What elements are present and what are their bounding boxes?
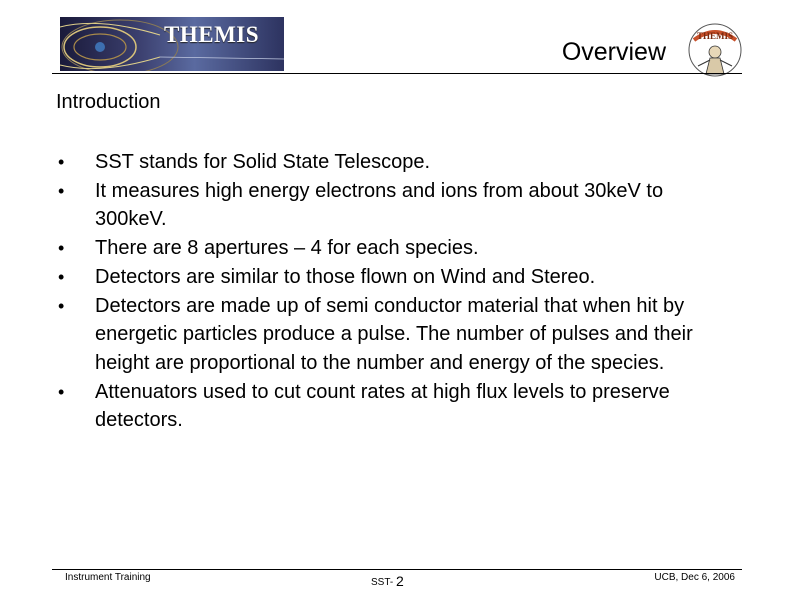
- bullet-item: • It measures high energy electrons and ions from about 30keV to 300keV.: [56, 177, 706, 234]
- section-heading: Introduction: [56, 91, 161, 113]
- bullet-icon: •: [58, 180, 65, 201]
- bullet-item: • There are 8 apertures – 4 for each species.: [56, 234, 706, 263]
- bullet-item: • Detectors are similar to those flown on Wind and Stereo.: [56, 263, 706, 292]
- bullet-icon: •: [58, 152, 65, 172]
- bullet-icon: •: [58, 381, 65, 402]
- banner-title: THEMIS: [164, 22, 260, 47]
- bullet-icon: •: [58, 266, 65, 287]
- bullet-item: • Detectors are made up of semi conductor material that when hit by energetic particles produce a pulse. The number of pulses and their height are proportional to the number and energy of the species.: [56, 292, 706, 378]
- page-number: 2: [396, 573, 404, 589]
- svg-text:THEMIS: THEMIS: [696, 31, 734, 41]
- bullet-list: [56, 148, 706, 435]
- bullet-item: • Attenuators used to cut count rates at high flux levels to preserve detectors.: [56, 378, 706, 435]
- footer-date: UCB, Dec 6, 2006: [654, 572, 735, 583]
- footer-left-text: Instrument Training: [65, 572, 151, 583]
- bullet-icon: •: [58, 295, 65, 316]
- header-divider: [52, 73, 742, 74]
- themis-mission-logo: [686, 22, 744, 78]
- bullet-item: • SST stands for Solid State Telescope.: [56, 148, 706, 177]
- footer-divider: [52, 569, 742, 570]
- footer-page-label: SST- 2: [371, 573, 404, 589]
- themis-banner: [60, 17, 284, 71]
- bullet-icon: •: [58, 238, 65, 259]
- slide-title: Overview: [561, 38, 666, 66]
